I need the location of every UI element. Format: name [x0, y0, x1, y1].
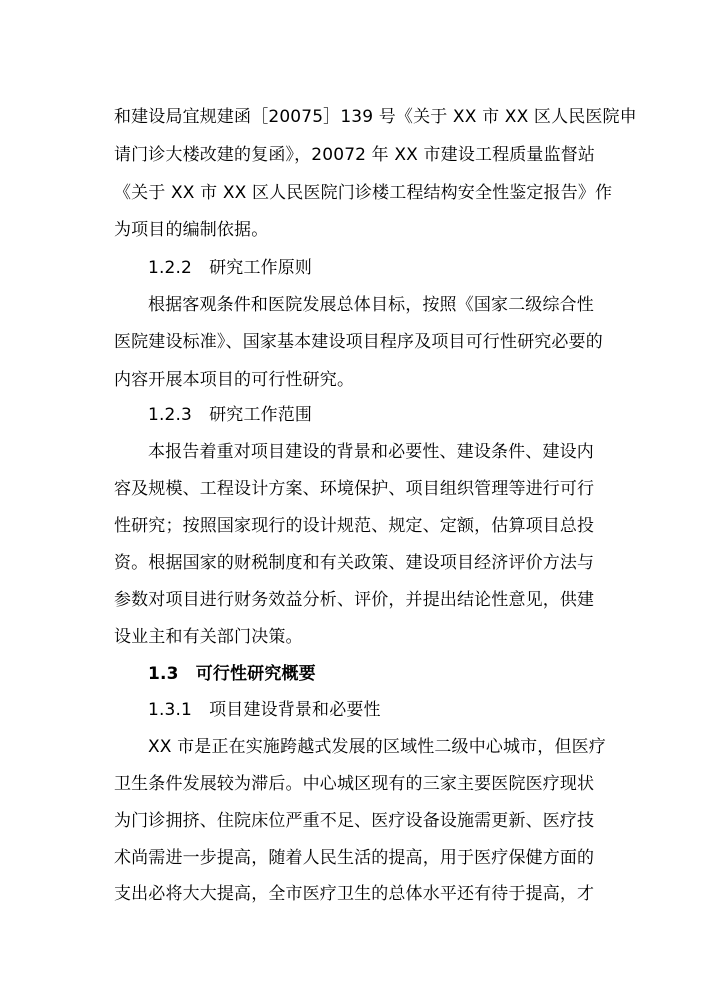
section-heading-1-3-1: 1.3.1 项目建设背景和必要性: [148, 700, 381, 720]
paragraph-line: 参数对项目进行财务效益分析、评价，并提出结论性意见，供建: [114, 590, 595, 610]
section-heading-1-2-3: 1.2.3 研究工作范围: [148, 405, 313, 425]
paragraph-line: 为门诊拥挤、住院床位严重不足、医疗设备设施需更新、医疗技: [114, 811, 595, 831]
paragraph-line: 性研究；按照国家现行的设计规范、规定、定额，估算项目总投: [114, 516, 595, 536]
paragraph-line: 内容开展本项目的可行性研究。: [114, 370, 355, 390]
paragraph-line: 《关于 XX 市 XX 区人民医院门诊楼工程结构安全性鉴定报告》作: [114, 183, 613, 203]
paragraph-line: 资。根据国家的财税制度和有关政策、建设项目经济评价方法与: [114, 553, 595, 573]
paragraph-line: 根据客观条件和医院发展总体目标，按照《国家二级综合性: [148, 295, 594, 315]
paragraph-line: 请门诊大楼改建的复函》，20072 年 XX 市建设工程质量监督站: [114, 145, 596, 165]
paragraph-line: 容及规模、工程设计方案、环境保护、项目组织管理等进行可行: [114, 479, 595, 499]
section-heading-1-3: 1.3 可行性研究概要: [148, 664, 316, 684]
paragraph-line: 医院建设标准》、国家基本建设项目程序及项目可行性研究必要的: [114, 332, 603, 352]
section-heading-1-2-2: 1.2.2 研究工作原则: [148, 258, 313, 278]
paragraph-line: 和建设局宜规建函［20075］139 号《关于 XX 市 XX 区人民医院申: [114, 107, 637, 127]
paragraph-line: 支出必将大大提高，全市医疗卫生的总体水平还有待于提高，才: [114, 884, 595, 904]
paragraph-line: 术尚需进一步提高，随着人民生活的提高，用于医疗保健方面的: [114, 848, 595, 868]
paragraph-line: 为项目的编制依据。: [114, 220, 269, 240]
paragraph-line: 本报告着重对项目建设的背景和必要性、建设条件、建设内: [148, 442, 594, 462]
paragraph-line: 设业主和有关部门决策。: [114, 627, 303, 647]
paragraph-line: XX 市是正在实施跨越式发展的区域性二级中心城市，但医疗: [148, 737, 606, 757]
paragraph-line: 卫生条件发展较为滞后。中心城区现有的三家主要医院医疗现状: [114, 774, 595, 794]
